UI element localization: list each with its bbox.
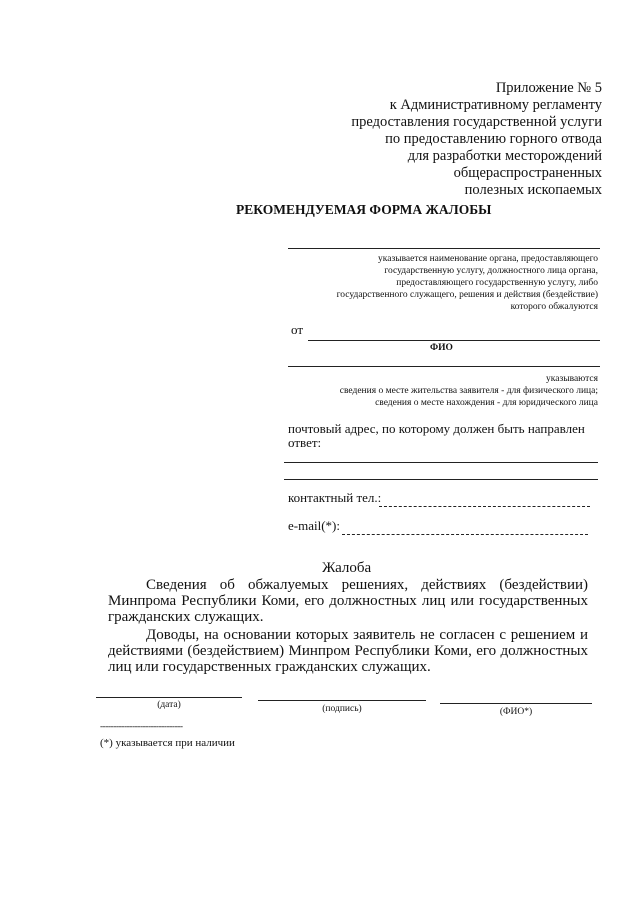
footnote: (*) указывается при наличии bbox=[100, 737, 235, 749]
organ-note bbox=[268, 253, 598, 313]
organ-note-line: государственную услугу, должностного лица органа, bbox=[384, 266, 598, 276]
form-title: РЕКОМЕНДУЕМАЯ ФОРМА ЖАЛОБЫ bbox=[236, 202, 492, 217]
date-caption: (дата) bbox=[157, 700, 181, 710]
organ-field-line[interactable] bbox=[288, 248, 600, 249]
address-note-line: указываются bbox=[546, 374, 598, 384]
appendix-header bbox=[351, 80, 602, 199]
appendix-line: предоставления государственной услуги bbox=[351, 114, 602, 130]
postal-address-line-2[interactable] bbox=[284, 479, 598, 480]
appendix-line: общераспространенных bbox=[453, 165, 602, 181]
appendix-line: к Административному регламенту bbox=[389, 97, 602, 113]
email-field[interactable] bbox=[342, 534, 588, 535]
appendix-line: полезных ископаемых bbox=[464, 182, 602, 198]
organ-note-line: указывается наименование органа, предоставляющего bbox=[378, 254, 598, 264]
complaint-heading: Жалоба bbox=[322, 560, 372, 576]
email-label: e-mail(*): bbox=[288, 518, 340, 533]
fio-signature-caption: (ФИО*) bbox=[499, 707, 533, 717]
address-field-line[interactable] bbox=[288, 366, 600, 367]
fio-signature-field-line[interactable] bbox=[440, 703, 592, 704]
organ-note-line: которого обжалуются bbox=[510, 302, 598, 312]
paragraph-arguments: Доводы, на основании которых заявитель не согласен с решением и действиями (бездействием) Минпром Республики Коми, его должностных лиц или государственных гражданских служащих. bbox=[108, 627, 588, 675]
footnote-rule: ------------------------------- bbox=[100, 722, 183, 732]
organ-note-line: государственного служащего, решения и действия (бездействие) bbox=[336, 290, 598, 300]
contact-phone-field[interactable] bbox=[379, 506, 590, 507]
postal-address-line-1[interactable] bbox=[284, 462, 598, 463]
appendix-line: Приложение № 5 bbox=[495, 80, 602, 96]
date-field-line[interactable] bbox=[96, 697, 242, 698]
contact-phone-label: контактный тел.: bbox=[288, 490, 382, 505]
appendix-line: для разработки месторождений bbox=[407, 148, 602, 164]
address-note-line: сведения о месте нахождения - для юридического лица bbox=[375, 398, 598, 408]
organ-note-line: предоставляющего государственную услугу, либо bbox=[396, 278, 598, 288]
from-label: от bbox=[291, 322, 304, 337]
fio-caption: ФИО bbox=[430, 343, 453, 353]
address-note-line: сведения о месте жительства заявителя - для физического лица; bbox=[339, 386, 598, 396]
signature-field-line[interactable] bbox=[258, 700, 426, 701]
appendix-line: по предоставлению горного отвода bbox=[385, 131, 602, 147]
postal-address-label: почтовый адрес, по которому должен быть направлен ответ: bbox=[288, 421, 585, 450]
paragraph-decisions: Сведения об обжалуемых решениях, действиях (бездействии) Минпрома Республики Коми, его должностных лиц или государственных гражданских служащих. bbox=[108, 577, 588, 625]
address-note bbox=[268, 373, 598, 409]
signature-caption: (подпись) bbox=[322, 704, 362, 714]
fio-field-line[interactable] bbox=[308, 340, 600, 341]
